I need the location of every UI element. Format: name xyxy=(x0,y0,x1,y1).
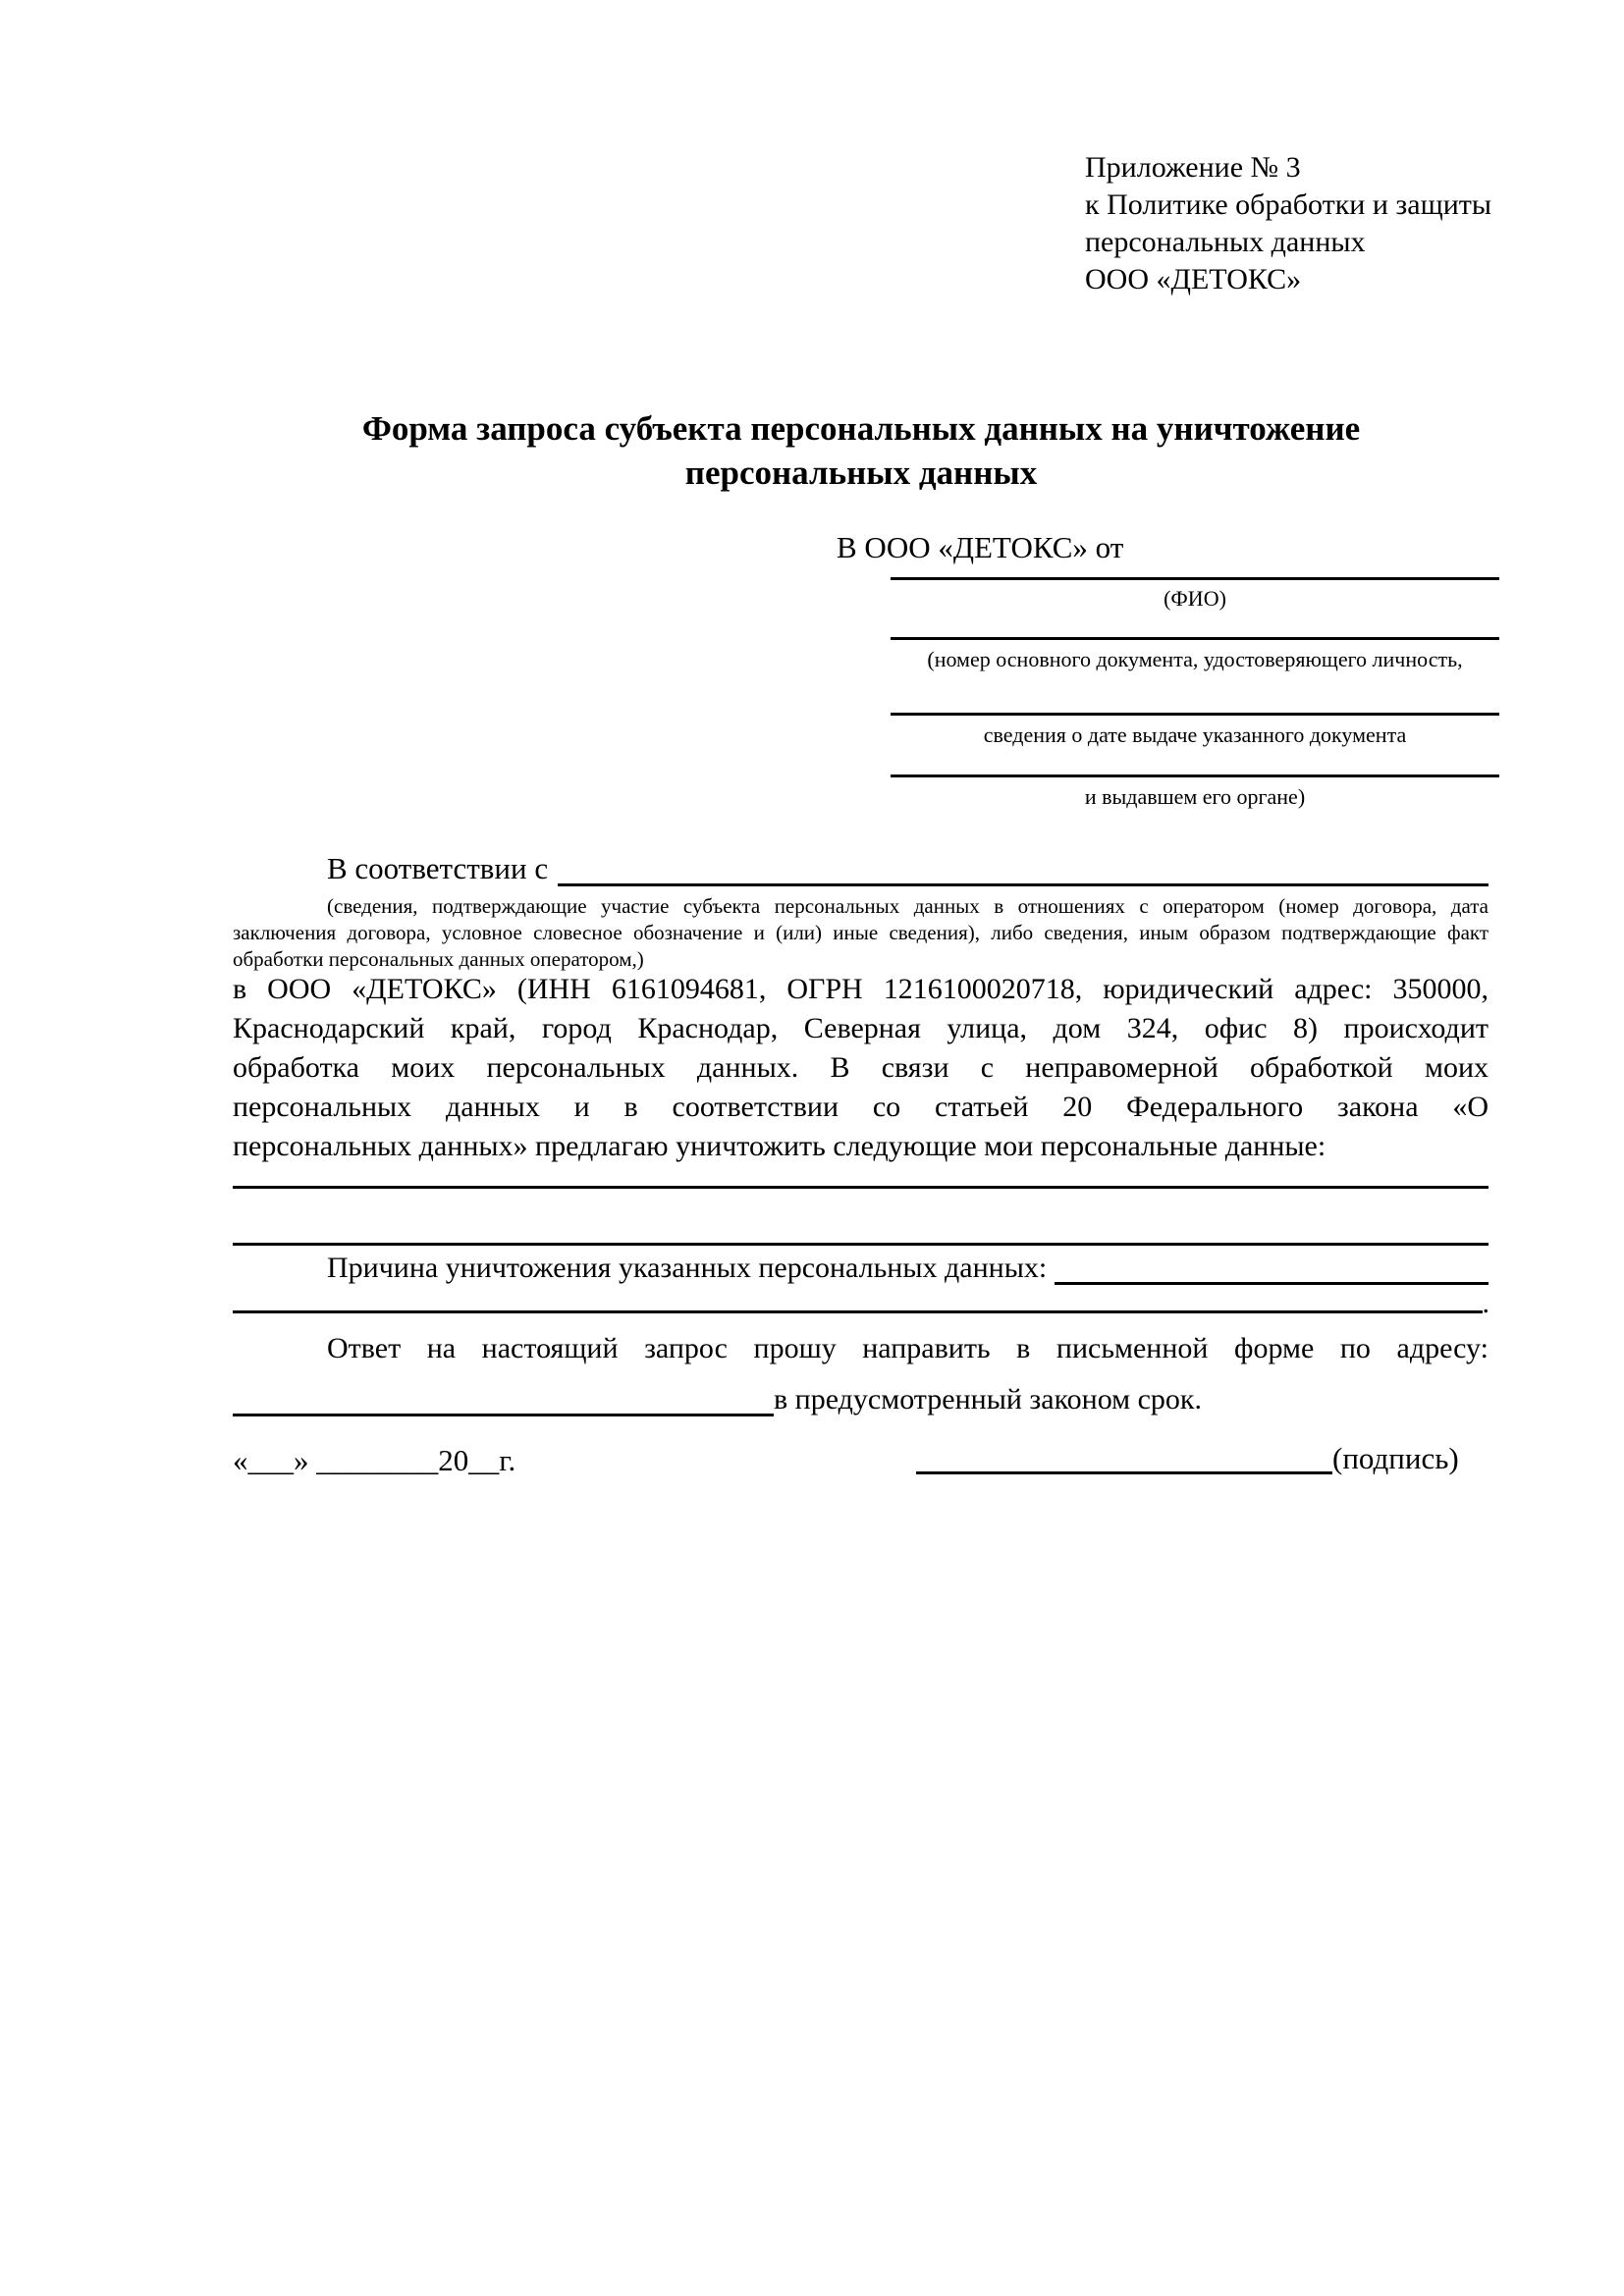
issuer-caption: и выдавшем его органе) xyxy=(1084,784,1306,809)
issue-date-caption: сведения о дате выдаче указанного документа xyxy=(983,722,1407,747)
lead-in-label: В соответствии с xyxy=(327,851,549,885)
reply-request-line: Ответ на настоящий запрос прошу направить в письменной форме по адресу: xyxy=(327,1332,1489,1364)
reason-continuation-row xyxy=(233,1284,1489,1319)
fio-caption: (ФИО) xyxy=(1164,586,1226,611)
note-line: заключения договора, условное словесное обозначение и (или) иные сведения), либо сведения, иным образом подтверждающие факт xyxy=(233,921,1489,944)
title-line-2: персональных данных xyxy=(684,454,1038,492)
main-paragraph xyxy=(233,970,1489,1166)
addressee-line: В ООО «ДЕТОКС» от xyxy=(837,530,1124,564)
date-line: «___» ________20__г. xyxy=(233,1443,516,1477)
lead-in-row xyxy=(327,851,1489,886)
reason-blank-line-2 xyxy=(233,1281,1483,1313)
address-blank-line xyxy=(233,1376,774,1416)
issuer-blank-line xyxy=(891,774,1499,777)
reason-label: Причина уничтожения указанных персональных данных: xyxy=(327,1252,1048,1284)
document-title xyxy=(233,406,1489,495)
body-line: в ООО «ДЕТОКС» (ИНН 6161094681, ОГРН 1216100020718, юридический адрес: 350000, xyxy=(233,973,1489,1005)
body-line: персональных данных и в соответствии со статьей 20 Федерального закона «О xyxy=(233,1091,1489,1123)
header-line: Приложение № 3 xyxy=(1085,151,1301,184)
header-line: персональных данных xyxy=(1085,226,1366,258)
signature-blank-line xyxy=(916,1471,1332,1474)
body-line: персональных данных» предлагаю уничтожить следующие мои персональные данные: xyxy=(233,1130,1326,1162)
body-line: обработка моих персональных данных. В связи с неправомерной обработкой моих xyxy=(233,1051,1489,1084)
lead-in-blank-line xyxy=(558,852,1489,886)
explanatory-note xyxy=(233,893,1489,973)
issue-date-blank-line xyxy=(891,713,1499,716)
reply-suffix: в предусмотренный законом срок. xyxy=(774,1383,1202,1415)
header-block xyxy=(1085,149,1491,298)
body-line: Краснодарский край, город Краснодар, Северная улица, дом 324, офис 8) происходит xyxy=(233,1012,1489,1044)
reason-blank-line xyxy=(1055,1251,1489,1285)
doc-number-blank-line xyxy=(891,637,1499,640)
fio-blank-line xyxy=(891,577,1499,580)
data-blank-line-2 xyxy=(233,1243,1489,1246)
header-line: ООО «ДЕТОКС» xyxy=(1085,263,1302,295)
title-line-1: Форма запроса субъекта персональных данных на уничтожение xyxy=(361,409,1361,448)
period-mark: . xyxy=(1482,1287,1489,1319)
note-line: (сведения, подтверждающие участие субъекта персональных данных в отношениях с оператором (номер договора, дата xyxy=(327,894,1489,918)
header-line: к Политике обработки и защиты xyxy=(1085,188,1492,221)
doc-number-caption: (номер основного документа, удостоверяющего личность, xyxy=(927,647,1463,671)
signature-caption: (подпись) xyxy=(1332,1441,1459,1475)
data-blank-line-1 xyxy=(233,1186,1489,1189)
note-line: обработки персональных данных оператором,) xyxy=(233,947,644,971)
reply-address-row xyxy=(233,1379,1489,1416)
